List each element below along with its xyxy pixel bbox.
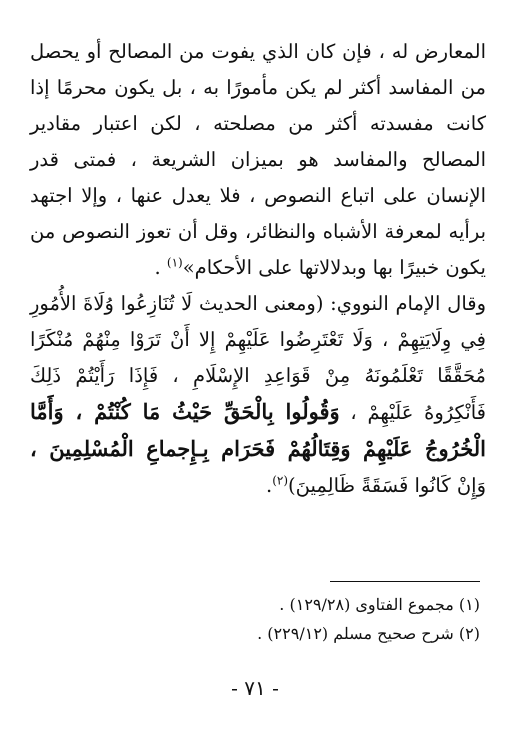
paragraph-1-text: المعارض له ، فإن كان الذي يفوت من المصالح أو يحصل من المفاسد أكثر لم يكن مأمورًا به ، بل يكون محرمًا إذا كانت مفسدته أكثر من مصلحته ، لكن اعتبار مقادير المصالح والمفاسد هو بميزان الشريعة ، فمتى قدر الإنسان على اتباع النصوص ، فلا يعدل عنها ، وإلا اجتهد برأيه لمعرفة الأشباه والنظائر، وقل أن تعوز النصوص من يكون خبيرًا بها وبدلالاتها على الأحكام» bbox=[30, 40, 486, 279]
paragraph-2-tail: وَإِنْ كَانُوا فَسَقَةً ظَالِمِينَ) bbox=[288, 474, 486, 497]
footnote-2: (٢) شرح صحيح مسلم (٢٢٩/١٢) . bbox=[257, 624, 480, 643]
paragraph-2-end: . bbox=[266, 474, 273, 497]
footnote-1: (١) مجموع الفتاوى (١٢٩/٢٨) . bbox=[279, 595, 480, 614]
footnote-ref-1: (١) bbox=[166, 255, 183, 270]
footnote-ref-2: (٢) bbox=[272, 473, 289, 488]
paragraph-2-text: وقال الإمام النووي: (ومعنى الحديث لَا تُنَازِعُوا وُلَاةَ الأُمُورِ فِي وِلَايَتِهِمْ ، وَلَا تَعْتَرِضُوا عَلَيْهِمْ إِلا أَنْ تَرَوْا مِنْهُمْ مُنْكَرًا مُحَقَّقًا تَعْلَمُونَهُ مِنْ قَوَاعِدِ الإِسْلَامِ ، فَإِذَا رَأَيْتُمْ ذَلِكَ فَأَنْكِرُوهُ عَلَيْهِمْ ، bbox=[30, 292, 486, 424]
paragraph-2-bold-text: وَقُولُوا بِالْحَقِّ حَيْثُ مَا كُنْتُمْ ، وَأَمَّا الْخُرُوجُ عَلَيْهِمْ وَقِتَالُهُمْ فَحَرَام بِـإِجماعِ الْمُسْلِمِينَ ، bbox=[30, 399, 486, 461]
paragraph-1 bbox=[30, 34, 486, 286]
paragraph-2 bbox=[30, 286, 486, 504]
main-text bbox=[30, 34, 486, 504]
paragraph-1-end: . bbox=[154, 256, 167, 279]
footnote-separator bbox=[330, 581, 480, 582]
footnotes bbox=[30, 590, 480, 648]
page-number: - ٧١ - bbox=[231, 676, 279, 700]
